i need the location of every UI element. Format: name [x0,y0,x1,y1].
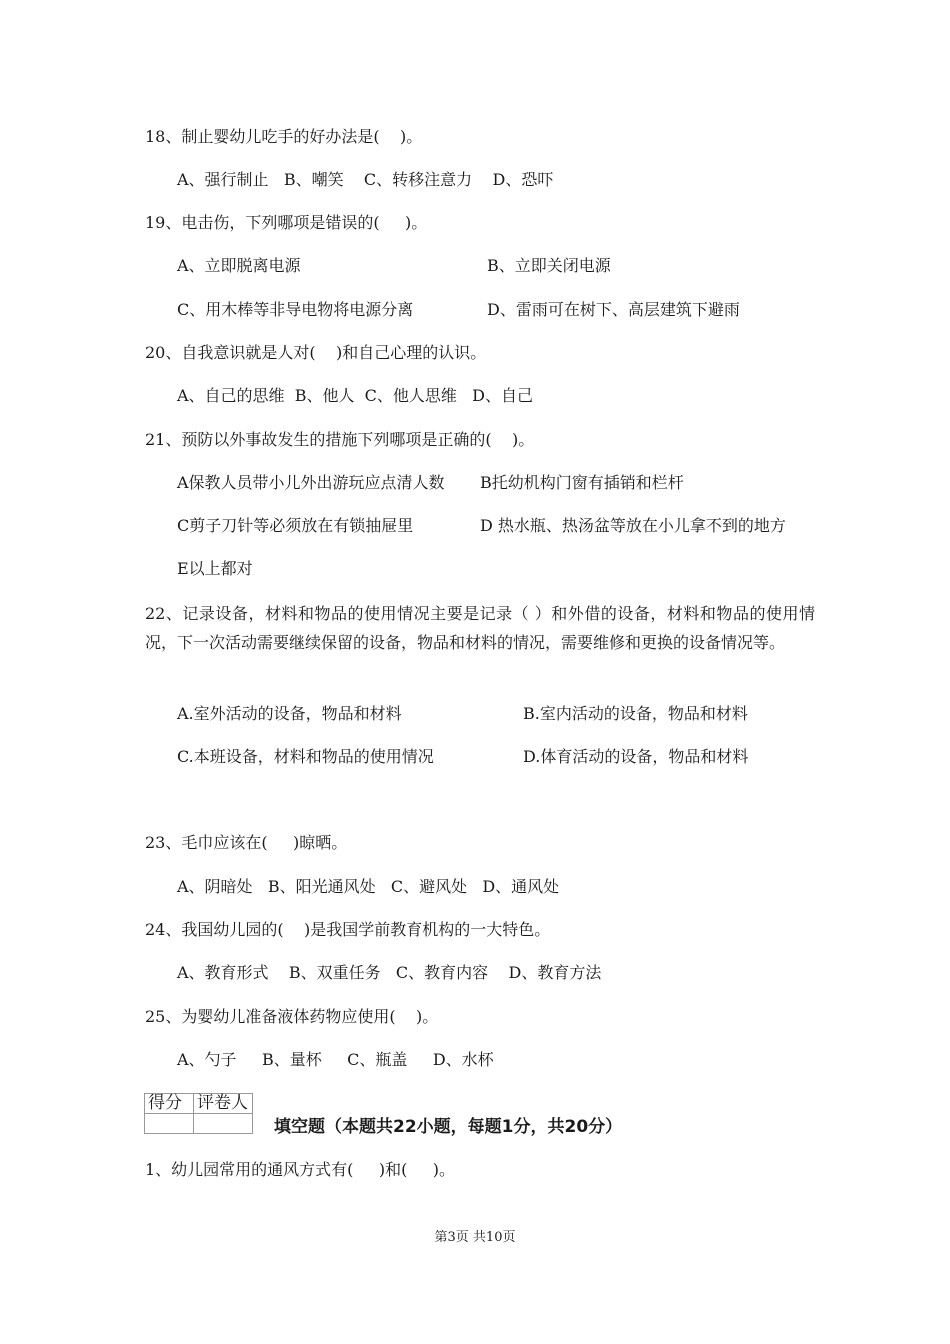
question-18-options: A、强行制止 B、嘲笑 C、转移注意力 D、恐吓 [177,170,554,189]
score-box [144,1093,253,1134]
question-20-options: A、自己的思维 B、他人 C、他人思维 D、自己 [177,386,533,405]
question-24-options: A、教育形式 B、双重任务 C、教育内容 D、教育方法 [177,963,602,982]
fill-question-1: 1、幼儿园常用的通风方式有( )和( )。 [145,1160,456,1179]
page-footer: 第3页 共10页 [434,1230,516,1245]
question-22-option-d: D.体育活动的设备，物品和材料 [523,747,749,766]
score-box-header-row [145,1094,253,1114]
question-21-option-b: B托幼机构门窗有插销和栏杆 [480,473,684,492]
question-24-stem: 24、我国幼儿园的( )是我国学前教育机构的一大特色。 [145,920,551,939]
question-19-stem: 19、电击伤，下列哪项是错误的( )。 [145,213,428,232]
grader-cell[interactable] [194,1114,253,1134]
question-22-stem: 22、记录设备，材料和物品的使用情况主要是记录（ ）和外借的设备，材料和物品的使用情况，下一次活动需要继续保留的设备，物品和材料的情况，需要维修和更换的设备情况等。 [145,604,815,652]
question-25-options: A、勺子 B、量杯 C、瓶盖 D、水杯 [177,1050,494,1069]
question-22-option-a: A.室外活动的设备，物品和材料 [177,704,402,723]
question-19-option-d: D、雷雨可在树下、高层建筑下避雨 [487,300,740,319]
question-22-option-c: C.本班设备，材料和物品的使用情况 [177,747,434,766]
question-19-option-b: B、立即关闭电源 [487,256,611,275]
score-header: 得分 [145,1094,194,1114]
question-19-option-c: C、用木棒等非导电物将电源分离 [177,300,414,319]
question-19-option-a: A、立即脱离电源 [177,256,301,275]
section-title: 填空题（本题共22小题，每题1分，共20分） [274,1117,623,1137]
score-cell[interactable] [145,1114,194,1134]
question-25-stem: 25、为婴幼儿准备液体药物应使用( )。 [145,1007,439,1026]
question-21-option-c: C剪子刀针等必须放在有锁抽屉里 [177,516,414,535]
question-21-option-e: E以上都对 [177,559,253,578]
question-21-option-d: D 热水瓶、热汤盆等放在小儿拿不到的地方 [480,516,786,535]
question-22-option-b: B.室内活动的设备，物品和材料 [523,704,748,723]
grader-header: 评卷人 [194,1094,253,1114]
question-20-stem: 20、自我意识就是人对( )和自己心理的认识。 [145,343,487,362]
question-23-stem: 23、毛巾应该在( )晾晒。 [145,833,348,852]
question-21-stem: 21、预防以外事故发生的措施下列哪项是正确的( )。 [145,430,535,449]
question-21-option-a: A保教人员带小儿外出游玩应点清人数 [177,473,445,492]
score-box-entry-row [145,1114,253,1134]
question-23-options: A、阴暗处 B、阳光通风处 C、避风处 D、通风处 [177,877,560,896]
question-18-stem: 18、制止婴幼儿吃手的好办法是( )。 [145,127,423,146]
